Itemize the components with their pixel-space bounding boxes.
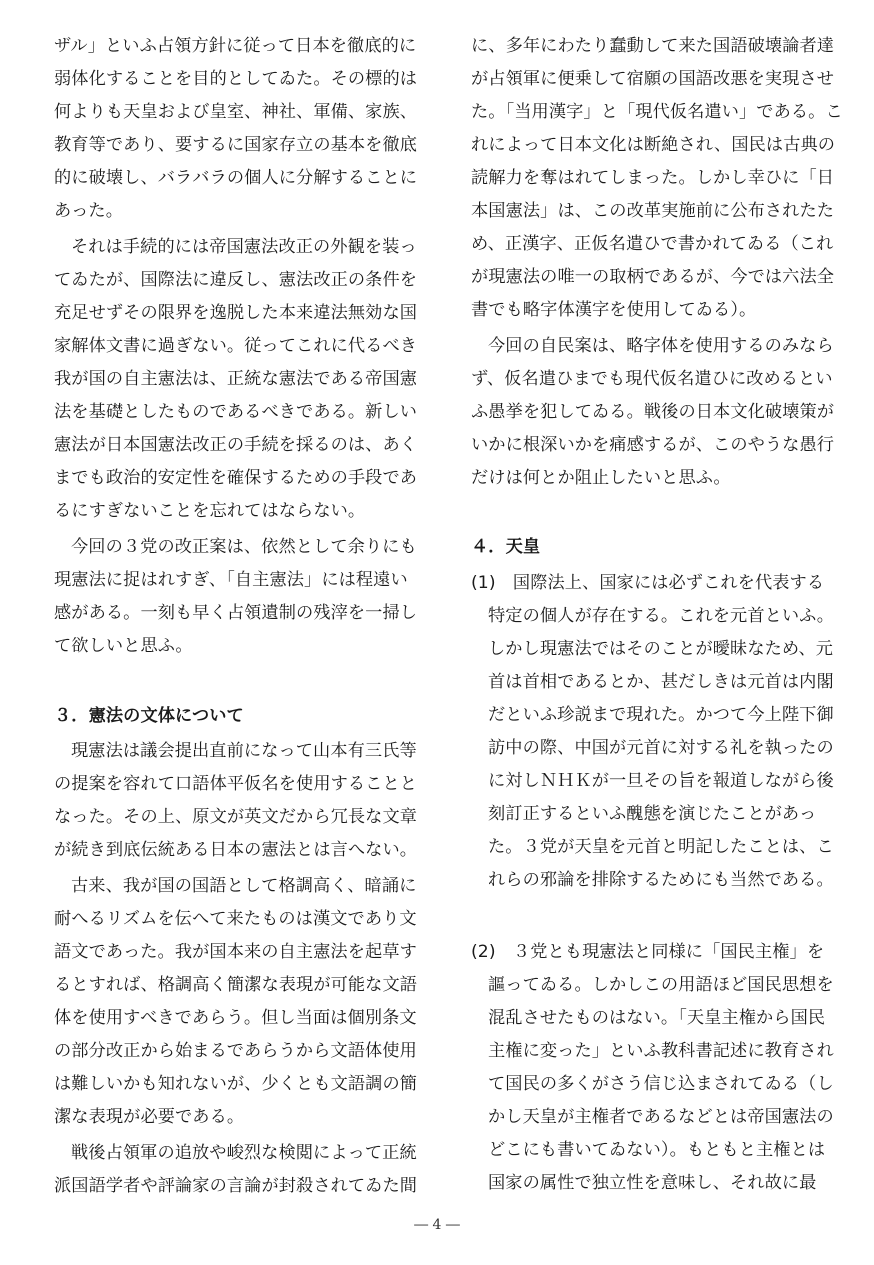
- text-line: 書でも略字体漢字を使用してゐる）。: [471, 300, 757, 320]
- text-line: ず、仮名遣ひまでも現代仮名遣ひに改めるとい: [471, 369, 833, 389]
- text-line: 訪中の際、中国が元首に対する礼を執ったの: [488, 738, 834, 758]
- text-line: 体を使用すべきであらう。但し当面は個別条文: [54, 1008, 417, 1028]
- text-line: までも政治的安定性を確保するための手段であ: [54, 468, 418, 488]
- text-line: が続き到底伝統ある日本の憲法とは言へない。: [54, 840, 418, 860]
- text-line: 古来、我が国の国語として格調高く、暗誦に: [71, 876, 417, 896]
- text-line: るにすぎないことを忘れてはならない。: [54, 501, 366, 521]
- text-line: 我が国の自主憲法は、正統な憲法である帝国憲: [54, 369, 418, 389]
- text-line: いかに根深いかを痛感するが、このやうな愚行: [471, 435, 835, 455]
- text-line: に対しＮＨＫが一旦その旨を報道しながら後: [488, 771, 834, 791]
- text-line: に、多年にわたり蠢動して来た国語破壊論者達: [471, 36, 835, 56]
- text-line: 読解力を奪はれてしまった。しかし幸ひに「日: [471, 168, 835, 188]
- text-line: 国家の属性で独立性を意味し、それ故に最: [488, 1173, 817, 1193]
- text-line: 何よりも天皇および皇室、神社、軍備、家族、: [54, 102, 418, 122]
- text-line: 耐へるリズムを伝へて来たものは漢文であり文: [54, 909, 417, 929]
- text-line: 潔な表現が必要である。: [54, 1107, 245, 1127]
- text-line: が占領軍に便乗して宿願の国語改悪を実現させ: [471, 69, 835, 89]
- text-line: 特定の個人が存在する。これを元首といふ。: [488, 606, 835, 626]
- page-number: ― 4 ―: [414, 1217, 460, 1233]
- text-line: め、正漢字、正仮名遣ひで書かれてゐる（これ: [471, 234, 834, 254]
- text-line: 混乱させたものはない。「天皇主権から国民: [488, 1008, 826, 1028]
- text-line: ふ愚挙を犯してゐる。戦後の日本文化破壊策が: [471, 402, 835, 422]
- text-line: 法を基礎としたものであるべきである。新しい: [54, 402, 418, 422]
- text-line: 語文であった。我が国本来の自主憲法を起草す: [54, 942, 417, 962]
- text-line: あった。: [54, 201, 123, 221]
- text-line: れによって日本文化は断絶され、国民は古典の: [471, 135, 836, 155]
- text-line: (1) 国際法上、国家には必ずこれを代表する: [471, 573, 825, 593]
- text-line: 感がある。一刻も早く占領遺制の残滓を一掃し: [54, 603, 418, 623]
- text-line: 憲法が日本国憲法改正の手続を採るのは、あく: [54, 435, 418, 455]
- text-line: 主権に変った」といふ教科書記述に教育され: [488, 1041, 834, 1061]
- text-line: が現憲法の唯一の取柄であるが、今では六法全: [471, 267, 835, 287]
- text-line: かし天皇が主権者であるなどとは帝国憲法の: [488, 1107, 834, 1127]
- text-line: 刻訂正するといふ醜態を演じたことがあっ: [488, 804, 817, 824]
- text-line: 現憲法に捉はれすぎ、「自主憲法」には程遠い: [54, 570, 408, 590]
- text-line: は難しいかも知れないが、少くとも文語調の簡: [54, 1074, 418, 1094]
- section-heading: ４．天皇: [471, 537, 541, 557]
- text-line: だけは何とか阻止したいと思ふ。: [471, 468, 731, 488]
- text-line: 首は首相であるとか、甚だしきは元首は内閣: [488, 672, 834, 692]
- text-line: 弱体化することを目的としてゐた。その標的は: [54, 69, 418, 89]
- text-line: て国民の多くがさう信じ込まされてゐる（し: [488, 1074, 834, 1094]
- text-line: るとすれば、格調高く簡潔な表現が可能な文語: [54, 975, 418, 995]
- text-line: の部分改正から始まるであらうから文語体使用: [54, 1041, 417, 1061]
- text-line: (2) ３党とも現憲法と同様に「国民主権」を: [471, 942, 825, 962]
- text-line: 現憲法は議会提出直前になって山本有三氏等: [71, 741, 417, 761]
- text-line: なった。その上、原文が英文だから冗長な文章: [54, 807, 418, 827]
- text-line: だといふ珍説まで現れた。かつて今上陛下御: [488, 705, 834, 725]
- text-line: 戦後占領軍の追放や峻烈な検閲によって正統: [71, 1143, 417, 1163]
- text-line: の提案を容れて口語体平仮名を使用することと: [54, 774, 418, 794]
- text-line: れらの邪論を排除するためにも当然である。: [488, 870, 834, 890]
- text-line: 充足せずその限界を逸脱した本来違法無効な国: [54, 303, 418, 323]
- text-line: 今回の３党の改正案は、依然として余りにも: [71, 537, 417, 557]
- text-line: 教育等であり、要するに国家存立の基本を徹底: [54, 135, 418, 155]
- text-line: 的に破壊し、バラバラの個人に分解することに: [54, 168, 418, 188]
- text-line: 謳ってゐる。しかしこの用語ほど国民思想を: [488, 975, 834, 995]
- text-line: 派国語学者や評論家の言論が封殺されてゐた間: [54, 1176, 418, 1196]
- text-line: てゐたが、国際法に違反し、憲法改正の条件を: [54, 270, 418, 290]
- text-line: ザル」といふ占領方針に従って日本を徹底的に: [54, 36, 417, 56]
- text-line: どこにも書いてゐない）。もともと主権とは: [488, 1140, 826, 1160]
- text-line: 本国憲法」は、この改革実施前に公布されたた: [471, 201, 835, 221]
- text-line: 家解体文書に過ぎない。従ってこれに代るべき: [54, 336, 418, 356]
- text-line: た。「当用漢字」と「現代仮名遣い」である。こ: [471, 102, 843, 122]
- text-line: それは手続的には帝国憲法改正の外観を装っ: [71, 237, 417, 257]
- text-line: て欲しいと思ふ。: [54, 636, 193, 656]
- text-line: しかし現憲法ではそのことが曖昧なため、元: [488, 639, 834, 659]
- text-line: 今回の自民案は、略字体を使用するのみなら: [488, 336, 834, 356]
- section-heading: ３．憲法の文体について: [54, 706, 244, 726]
- text-line: た。３党が天皇を元首と明記したことは、こ: [488, 837, 834, 857]
